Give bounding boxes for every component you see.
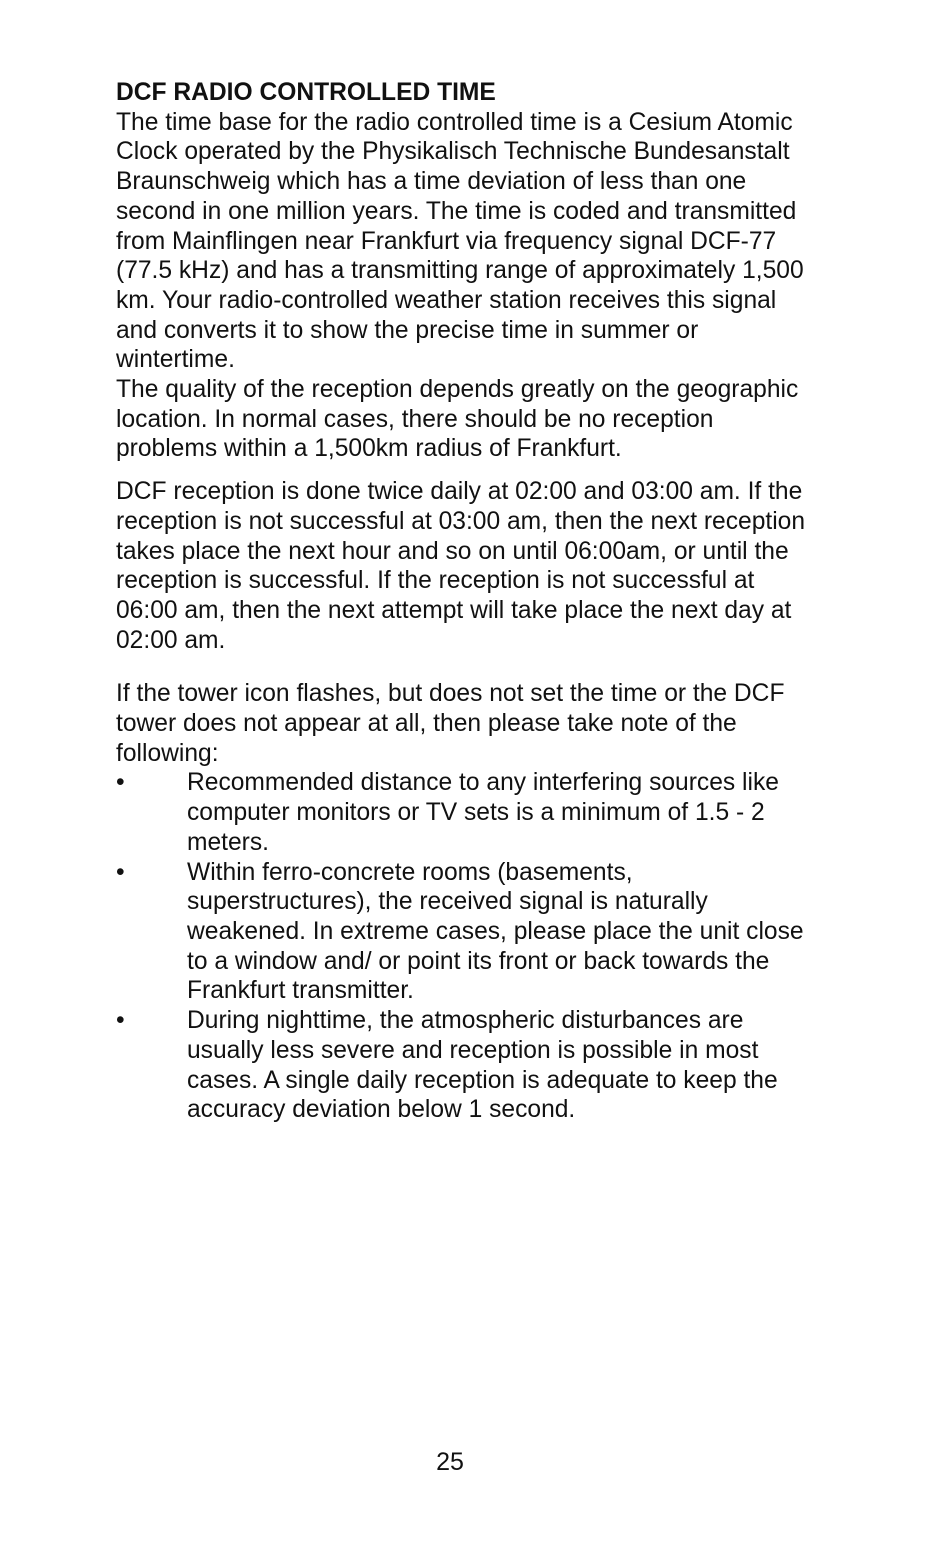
paragraph-troubleshoot: If the tower icon flashes, but does not set the time or the DCF tower does not appear at all, then please take note of the following: xyxy=(116,680,785,767)
list-item-text: During nighttime, the atmospheric disturbances are usually less severe and reception is possible in most cases. A single daily reception is adequate to keep the accuracy deviation below 1 second. xyxy=(187,1007,778,1124)
section-heading: DCF RADIO CONTROLLED TIME xyxy=(116,79,496,106)
list-item xyxy=(116,1006,816,1125)
paragraph-quality: The quality of the reception depends greatly on the geographic location. In normal cases, there should be no reception problems within a 1,500km radius of Frankfurt. xyxy=(116,376,799,463)
document-body xyxy=(116,78,816,1125)
bullet-icon: • xyxy=(116,858,125,886)
list-item-text: Recommended distance to any interfering sources like computer monitors or TV sets is a minimum of 1.5 - 2 meters. xyxy=(187,769,779,856)
paragraph-intro: The time base for the radio controlled time is a Cesium Atomic Clock operated by the Physikalisch Technische Bundesanstalt Braunschweig which has a time deviation of less than one second in one million years. The time is coded and transmitted from Mainflingen near Frankfurt via frequency signal DCF-77 (77.5 kHz) and has a transmitting range of approximately 1,500 km. Your radio-controlled weather station receives this signal and converts it to show the precise time in summer or wintertime. xyxy=(116,108,804,374)
list-item xyxy=(116,768,816,857)
bullet-icon: • xyxy=(116,769,125,797)
list-item-text: Within ferro-concrete rooms (basements, superstructures), the received signal is naturally weakened. In extreme cases, please place the unit close to a window and/ or point its front or back towards the Frankfurt transmitter. xyxy=(187,858,804,1005)
bullet-list xyxy=(116,768,816,1124)
bullet-icon: • xyxy=(116,1007,125,1035)
list-item xyxy=(116,858,816,1007)
page-number: 25 xyxy=(436,1448,464,1476)
paragraph-schedule: DCF reception is done twice daily at 02:00 and 03:00 am. If the reception is not successful at 03:00 am, then the next reception takes place the next hour and so on until 06:00am, or until the reception is successful. If the reception is not successful at 06:00 am, then the next attempt will take place the next day at 02:00 am. xyxy=(116,478,806,654)
